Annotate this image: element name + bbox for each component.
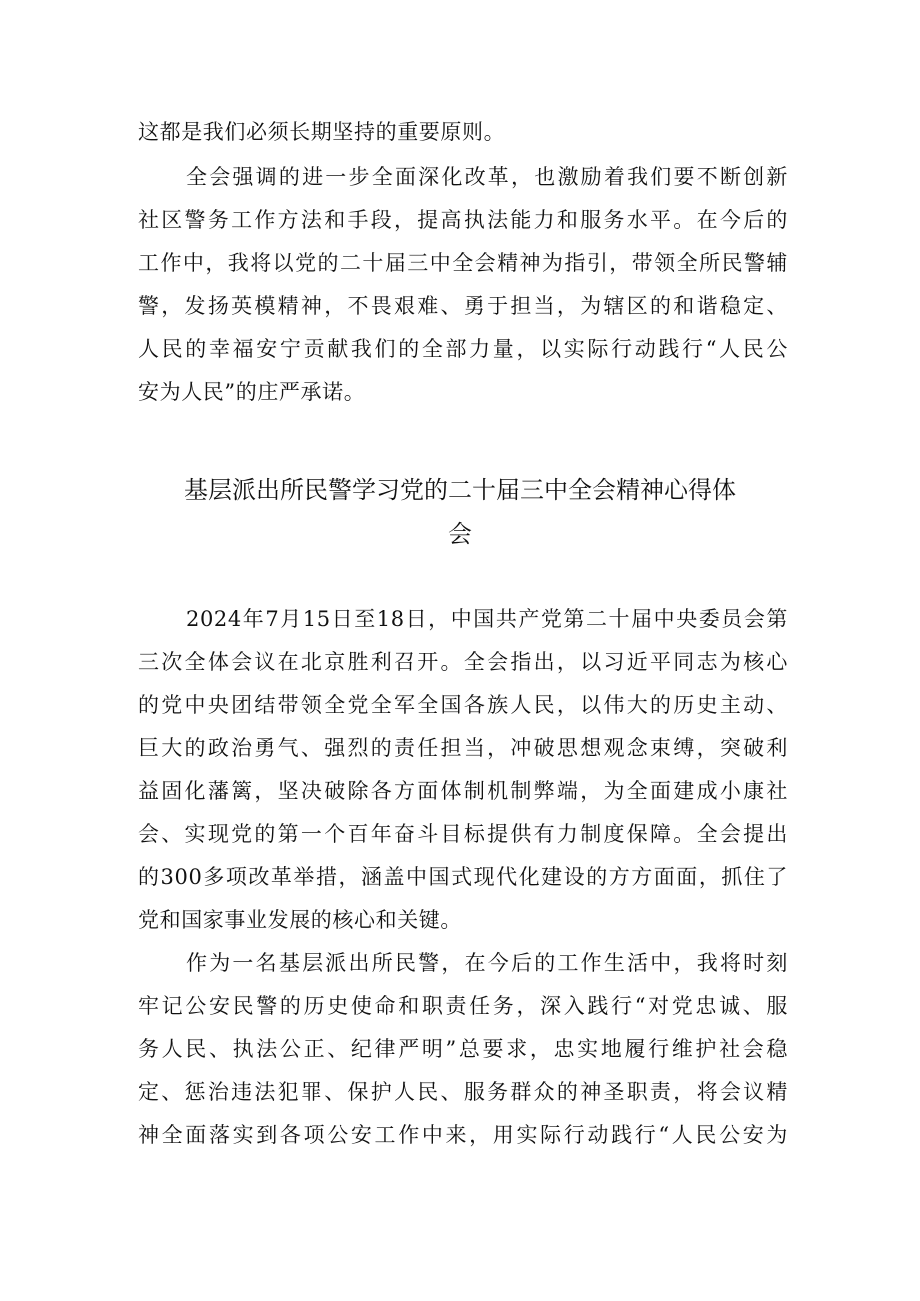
paragraph-line: 益固化藩篱，坚决破除各方面体制机制弊端，为全面建成小康社 [138, 779, 788, 803]
paragraph-line: 的300多项改革举措，涵盖中国式现代化建设的方方面面，抓住了 [138, 865, 788, 889]
paragraph-line: 作为一名基层派出所民警，在今后的工作生活中，我将时刻 [186, 951, 788, 975]
paragraph-line: 社区警务工作方法和手段，提高执法能力和服务水平。在今后的 [138, 208, 788, 232]
article-title-continued: 会 [448, 520, 472, 548]
paragraph-line: 党和国家事业发展的核心和关键。 [138, 908, 462, 932]
paragraph-line: 安为人民”的庄严承诺。 [138, 380, 366, 404]
paragraph-line: 定、惩治违法犯罪、保护人民、服务群众的神圣职责，将会议精 [138, 1080, 788, 1104]
paragraph-line: 人民的幸福安宁贡献我们的全部力量，以实际行动践行“人民公 [138, 337, 788, 361]
paragraph-line: 会、实现党的第一个百年奋斗目标提供有力制度保障。全会提出 [138, 822, 788, 846]
paragraph-line: 警，发扬英模精神，不畏艰难、勇于担当，为辖区的和谐稳定、 [138, 294, 788, 318]
paragraph-line: 工作中，我将以党的二十届三中全会精神为指引，带领全所民警辅 [138, 251, 788, 275]
article-title: 基层派出所民警学习党的二十届三中全会精神心得体 [184, 476, 736, 504]
paragraph-line: 的党中央团结带领全党全军全国各族人民，以伟大的历史主动、 [138, 693, 788, 717]
paragraph-line: 巨大的政治勇气、强烈的责任担当，冲破思想观念束缚，突破利 [138, 736, 788, 760]
paragraph-line: 牢记公安民警的历史使命和职责任务，深入践行“对党忠诚、服 [138, 994, 788, 1018]
paragraph-line: 务人民、执法公正、纪律严明”总要求，忠实地履行维护社会稳 [138, 1037, 788, 1061]
paragraph-line: 这都是我们必须长期坚持的重要原则。 [138, 120, 506, 144]
paragraph-line: 全会强调的进一步全面深化改革，也激励着我们要不断创新 [186, 165, 788, 189]
paragraph-line: 三次全体会议在北京胜利召开。全会指出，以习近平同志为核心 [138, 650, 788, 674]
paragraph-line: 2024年7月15日至18日，中国共产党第二十届中央委员会第 [186, 607, 788, 631]
paragraph-line: 神全面落实到各项公安工作中来，用实际行动践行“人民公安为 [138, 1123, 788, 1147]
